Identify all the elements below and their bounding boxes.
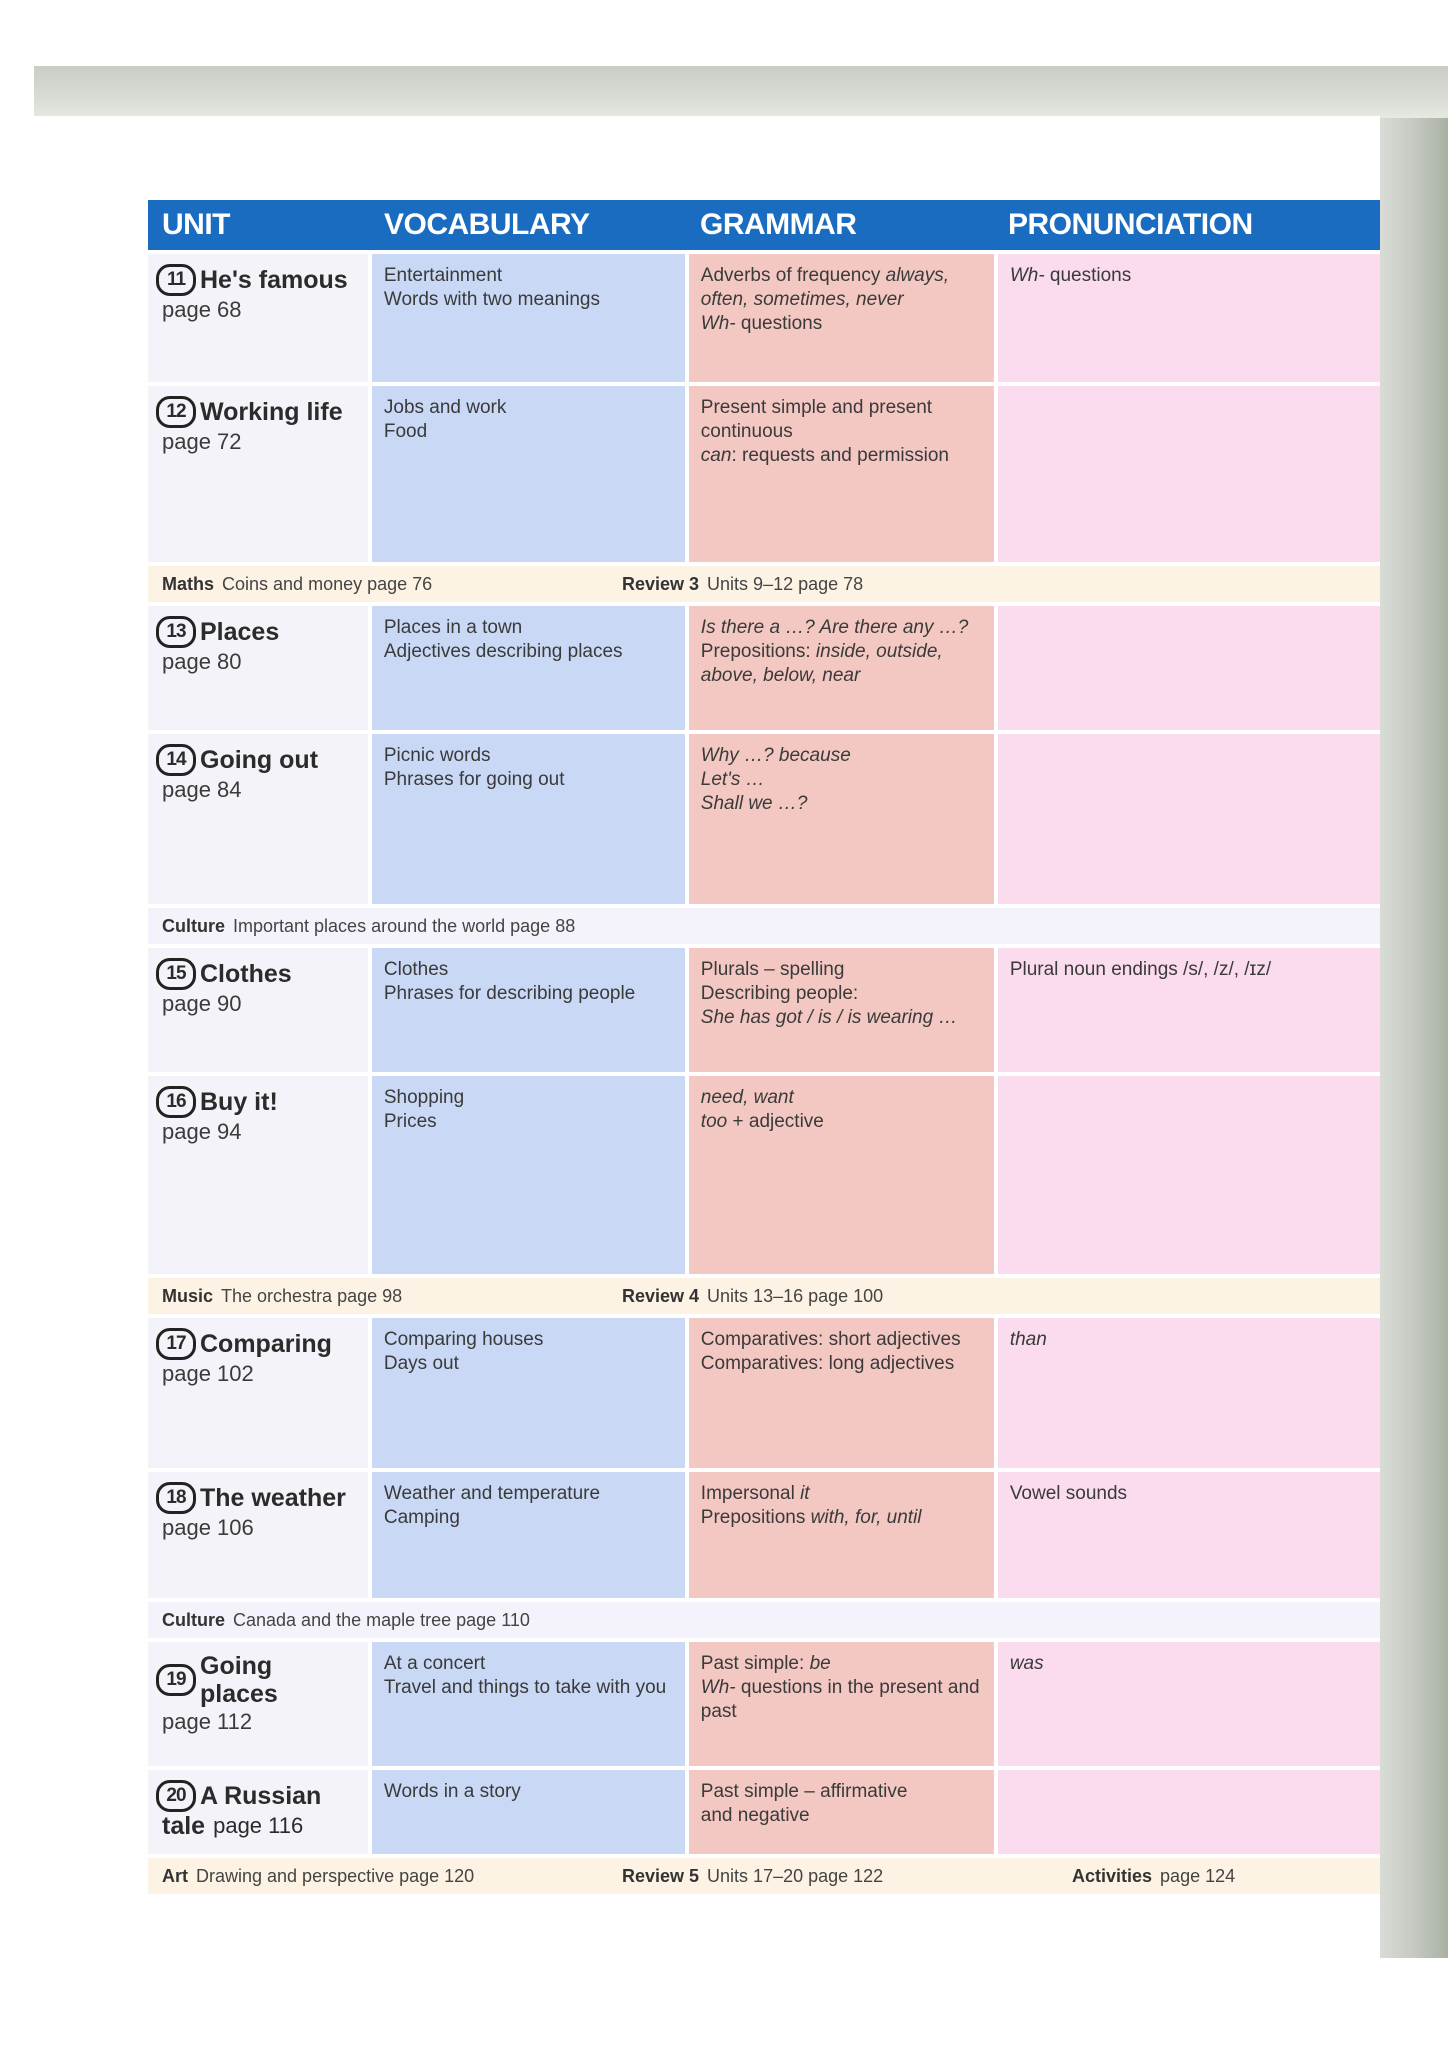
unit-page: page 106 [162, 1515, 254, 1540]
unit-number-badge: 17 [156, 1328, 196, 1360]
vocabulary-item: At a concert [383, 1653, 486, 1674]
unit-cell [148, 1472, 368, 1598]
unit-title [156, 744, 356, 776]
grammar-text: Present simple and present [700, 397, 933, 418]
grammar-cell [689, 606, 994, 730]
unit-title [156, 264, 356, 296]
unit-title [156, 1328, 356, 1360]
grammar-line [701, 1086, 982, 1110]
contents-table [148, 200, 1380, 1894]
pronunciation-cell [998, 734, 1380, 904]
grammar-text: and negative [700, 1805, 810, 1826]
pronunciation-cell [998, 1318, 1380, 1468]
unit-number-badge: 11 [156, 264, 196, 296]
grammar-line [701, 1676, 982, 1700]
strip-label: Art [162, 1865, 188, 1886]
pronunciation-cell [998, 1076, 1380, 1274]
pronunciation-text: Wh- [1009, 265, 1045, 286]
vocabulary-item: Jobs and work [383, 397, 507, 418]
strip-segment [622, 574, 1072, 595]
grammar-text: Plurals – spelling [700, 959, 845, 980]
unit-cell [148, 734, 368, 904]
header-vocabulary: VOCABULARY [384, 208, 590, 241]
unit-row [148, 254, 1380, 382]
unit-page: page 80 [162, 649, 242, 674]
unit-title-line2 [156, 1812, 356, 1840]
unit-row [148, 1076, 1380, 1274]
vocabulary-cell [372, 606, 685, 730]
grammar-cell [689, 1076, 994, 1274]
strip-label: Music [162, 1285, 214, 1306]
grammar-text: Comparatives: short adjectives [700, 1329, 961, 1350]
unit-cell [148, 948, 368, 1072]
grammar-text: be [809, 1653, 831, 1674]
unit-cell [148, 254, 368, 382]
grammar-text: questions in the present and [735, 1677, 980, 1698]
grammar-text: Is there a …? Are there any …? [700, 617, 969, 638]
vocabulary-item: Days out [383, 1353, 459, 1374]
vocabulary-item: Words in a story [383, 1781, 521, 1802]
grammar-line [701, 640, 982, 664]
unit-cell [148, 1770, 368, 1854]
strip-text: Units 17–20 page 122 [707, 1865, 884, 1886]
unit-cell [148, 1642, 368, 1766]
pronunciation-cell [998, 254, 1380, 382]
unit-page: page 68 [162, 297, 242, 322]
vocabulary-cell [372, 254, 685, 382]
section-strip [148, 908, 1380, 944]
grammar-cell [689, 254, 994, 382]
unit-title [156, 1086, 356, 1118]
vocabulary-item: Comparing houses [383, 1329, 544, 1350]
pronunciation-text: than [1009, 1329, 1047, 1350]
grammar-cell [689, 1318, 994, 1468]
pronunciation-line [1010, 1482, 1368, 1506]
grammar-line [701, 264, 982, 288]
vocabulary-item: Phrases for going out [383, 769, 565, 790]
vocabulary-item: Clothes [383, 959, 449, 980]
section-strip [148, 1278, 1380, 1314]
vocabulary-cell [372, 734, 685, 904]
vocabulary-cell [372, 1318, 685, 1468]
pronunciation-cell [998, 606, 1380, 730]
unit-page: page 102 [162, 1361, 254, 1386]
strip-text: Important places around the world page 88 [233, 915, 576, 936]
strip-label: Review 3 [622, 573, 700, 594]
grammar-text: Wh- [700, 1677, 736, 1698]
pronunciation-cell [998, 1770, 1380, 1854]
unit-title [156, 1652, 356, 1708]
unit-number-badge: 12 [156, 396, 196, 428]
grammar-line [701, 1482, 982, 1506]
unit-page: page 90 [162, 991, 242, 1016]
vocabulary-item: Entertainment [383, 265, 503, 286]
unit-number-badge: 13 [156, 616, 196, 648]
grammar-text: Shall we …? [700, 793, 808, 814]
pronunciation-text: Plural noun endings /s/, /z/, /ɪz/ [1009, 959, 1272, 980]
grammar-line [701, 1804, 982, 1828]
grammar-line [701, 744, 982, 768]
unit-cell [148, 606, 368, 730]
grammar-line [701, 1506, 982, 1530]
strip-segment [622, 1286, 1072, 1307]
grammar-line [701, 792, 982, 816]
grammar-cell [689, 948, 994, 1072]
grammar-cell [689, 1472, 994, 1598]
vocabulary-item: Places in a town [383, 617, 523, 638]
grammar-text: need, want [700, 1087, 794, 1108]
grammar-cell [689, 734, 994, 904]
unit-title [156, 1482, 356, 1514]
header-pronunciation: PRONUNCIATION [1008, 208, 1253, 241]
unit-row [148, 1770, 1380, 1854]
strip-label: Activities [1072, 1865, 1153, 1886]
grammar-text: with, for, until [810, 1507, 922, 1528]
strip-segment [162, 1610, 622, 1631]
vocabulary-cell [372, 1076, 685, 1274]
vocabulary-cell [372, 948, 685, 1072]
unit-title [156, 1780, 356, 1812]
scanner-edge [34, 66, 1448, 120]
grammar-text: questions [735, 313, 823, 334]
unit-number-badge: 16 [156, 1086, 196, 1118]
vocabulary-item: Camping [383, 1507, 460, 1528]
strip-segment [1072, 1866, 1235, 1887]
strip-segment [162, 1286, 622, 1307]
unit-row [148, 386, 1380, 562]
grammar-text: always, [885, 265, 949, 286]
section-strip [148, 1858, 1380, 1894]
header-unit: UNIT [162, 208, 230, 241]
grammar-text: inside, outside, [815, 641, 943, 662]
vocabulary-cell [372, 386, 685, 562]
grammar-text: Wh- [700, 313, 736, 334]
strip-label: Maths [162, 573, 215, 594]
grammar-text: Prepositions: [700, 641, 816, 662]
unit-title-text: He's famous [200, 266, 348, 294]
grammar-line [701, 444, 982, 468]
pronunciation-cell [998, 1472, 1380, 1598]
strip-text: page 124 [1160, 1865, 1236, 1886]
pronunciation-line [1010, 1652, 1368, 1676]
strip-segment [162, 916, 622, 937]
grammar-line [701, 288, 982, 312]
unit-title-text: Clothes [200, 960, 292, 988]
grammar-line [701, 1700, 982, 1724]
vocabulary-cell [372, 1770, 685, 1854]
strip-text: Units 13–16 page 100 [707, 1285, 884, 1306]
table-body [148, 254, 1380, 1894]
grammar-line [701, 1352, 982, 1376]
vocabulary-item: Words with two meanings [383, 289, 600, 310]
grammar-line [701, 616, 982, 640]
unit-title-text-2: tale [162, 1812, 206, 1840]
pronunciation-cell [998, 386, 1380, 562]
unit-row [148, 1318, 1380, 1468]
grammar-text: Adverbs of frequency [700, 265, 886, 286]
unit-cell [148, 1318, 368, 1468]
book-spine [1380, 118, 1448, 1958]
grammar-line [701, 1110, 982, 1134]
pronunciation-text: Vowel sounds [1009, 1483, 1128, 1504]
unit-title-text: Working life [200, 398, 343, 426]
strip-label: Review 5 [622, 1865, 700, 1886]
vocabulary-item: Shopping [383, 1087, 465, 1108]
strip-text: Drawing and perspective page 120 [196, 1865, 475, 1886]
unit-row [148, 948, 1380, 1072]
unit-title-text: Comparing [200, 1330, 332, 1358]
vocabulary-item: Prices [383, 1111, 437, 1132]
strip-segment [162, 1866, 622, 1887]
unit-title-text: Going out [200, 746, 319, 774]
header-grammar: GRAMMAR [700, 208, 857, 241]
unit-title-text: Places [200, 618, 280, 646]
grammar-line [701, 664, 982, 688]
grammar-text: : requests and permission [731, 445, 949, 466]
grammar-text: Why …? because [700, 745, 851, 766]
strip-text: Units 9–12 page 78 [707, 573, 864, 594]
unit-number-badge: 20 [156, 1780, 196, 1812]
strip-label: Culture [162, 1609, 225, 1630]
grammar-text: Let's … [700, 769, 765, 790]
vocabulary-item: Food [383, 421, 428, 442]
grammar-line [701, 420, 982, 444]
vocabulary-item: Picnic words [383, 745, 491, 766]
unit-number-badge: 19 [156, 1664, 196, 1696]
grammar-line [701, 982, 982, 1006]
grammar-line [701, 1780, 982, 1804]
pronunciation-text: was [1009, 1653, 1044, 1674]
strip-label: Review 4 [622, 1285, 700, 1306]
unit-title [156, 616, 356, 648]
grammar-text: Past simple – affirmative [700, 1781, 908, 1802]
unit-number-badge: 18 [156, 1482, 196, 1514]
strip-segment [622, 1866, 1072, 1887]
grammar-text: above, below, near [700, 665, 861, 686]
grammar-text: it [800, 1483, 810, 1504]
grammar-line [701, 1006, 982, 1030]
unit-row [148, 734, 1380, 904]
unit-title-text: Going places [200, 1652, 278, 1708]
grammar-text: often, sometimes, never [700, 289, 904, 310]
unit-title-text: Buy it! [200, 1088, 278, 1116]
vocabulary-cell [372, 1472, 685, 1598]
grammar-cell [689, 1770, 994, 1854]
unit-number-badge: 14 [156, 744, 196, 776]
unit-row [148, 1642, 1380, 1766]
unit-row [148, 606, 1380, 730]
vocabulary-item: Phrases for describing people [383, 983, 636, 1004]
grammar-text: Describing people: [700, 983, 859, 1004]
grammar-text: can [700, 445, 732, 466]
vocabulary-item: Weather and temperature [383, 1483, 601, 1504]
unit-page: page 84 [162, 777, 242, 802]
pronunciation-cell [998, 948, 1380, 1072]
pronunciation-line [1010, 958, 1368, 982]
unit-title-text: The weather [200, 1484, 346, 1512]
grammar-line [701, 396, 982, 420]
pronunciation-cell [998, 1642, 1380, 1766]
unit-cell [148, 1076, 368, 1274]
pronunciation-line [1010, 1328, 1368, 1352]
pronunciation-line [1010, 264, 1368, 288]
grammar-cell [689, 1642, 994, 1766]
grammar-text: Prepositions [700, 1507, 811, 1528]
grammar-text: Comparatives: long adjectives [700, 1353, 955, 1374]
strip-label: Culture [162, 915, 225, 936]
grammar-text: + adjective [727, 1111, 824, 1132]
grammar-text: past [700, 1701, 737, 1722]
unit-cell [148, 386, 368, 562]
strip-segment [162, 574, 622, 595]
vocabulary-item: Travel and things to take with you [383, 1677, 667, 1698]
grammar-text: continuous [700, 421, 793, 442]
grammar-line [701, 312, 982, 336]
grammar-text: She has got / is / is wearing … [700, 1007, 958, 1028]
grammar-cell [689, 386, 994, 562]
unit-page: page 94 [162, 1119, 242, 1144]
grammar-line [701, 958, 982, 982]
grammar-line [701, 1652, 982, 1676]
section-strip [148, 566, 1380, 602]
grammar-line [701, 768, 982, 792]
unit-page: page 72 [162, 429, 242, 454]
unit-page: page 116 [213, 1813, 304, 1838]
unit-title [156, 396, 356, 428]
strip-text: Canada and the maple tree page 110 [233, 1609, 530, 1630]
unit-title [156, 958, 356, 990]
grammar-text: Past simple: [700, 1653, 810, 1674]
pronunciation-text: questions [1044, 265, 1132, 286]
table-header [148, 200, 1380, 250]
unit-number-badge: 15 [156, 958, 196, 990]
vocabulary-item: Adjectives describing places [383, 641, 623, 662]
unit-page: page 112 [162, 1709, 253, 1734]
grammar-line [701, 1328, 982, 1352]
section-strip [148, 1602, 1380, 1638]
strip-text: Coins and money page 76 [222, 573, 433, 594]
grammar-text: too [700, 1111, 728, 1132]
grammar-text: Impersonal [700, 1483, 801, 1504]
strip-text: The orchestra page 98 [221, 1285, 403, 1306]
unit-row [148, 1472, 1380, 1598]
unit-title-text: A Russian [200, 1782, 322, 1810]
vocabulary-cell [372, 1642, 685, 1766]
